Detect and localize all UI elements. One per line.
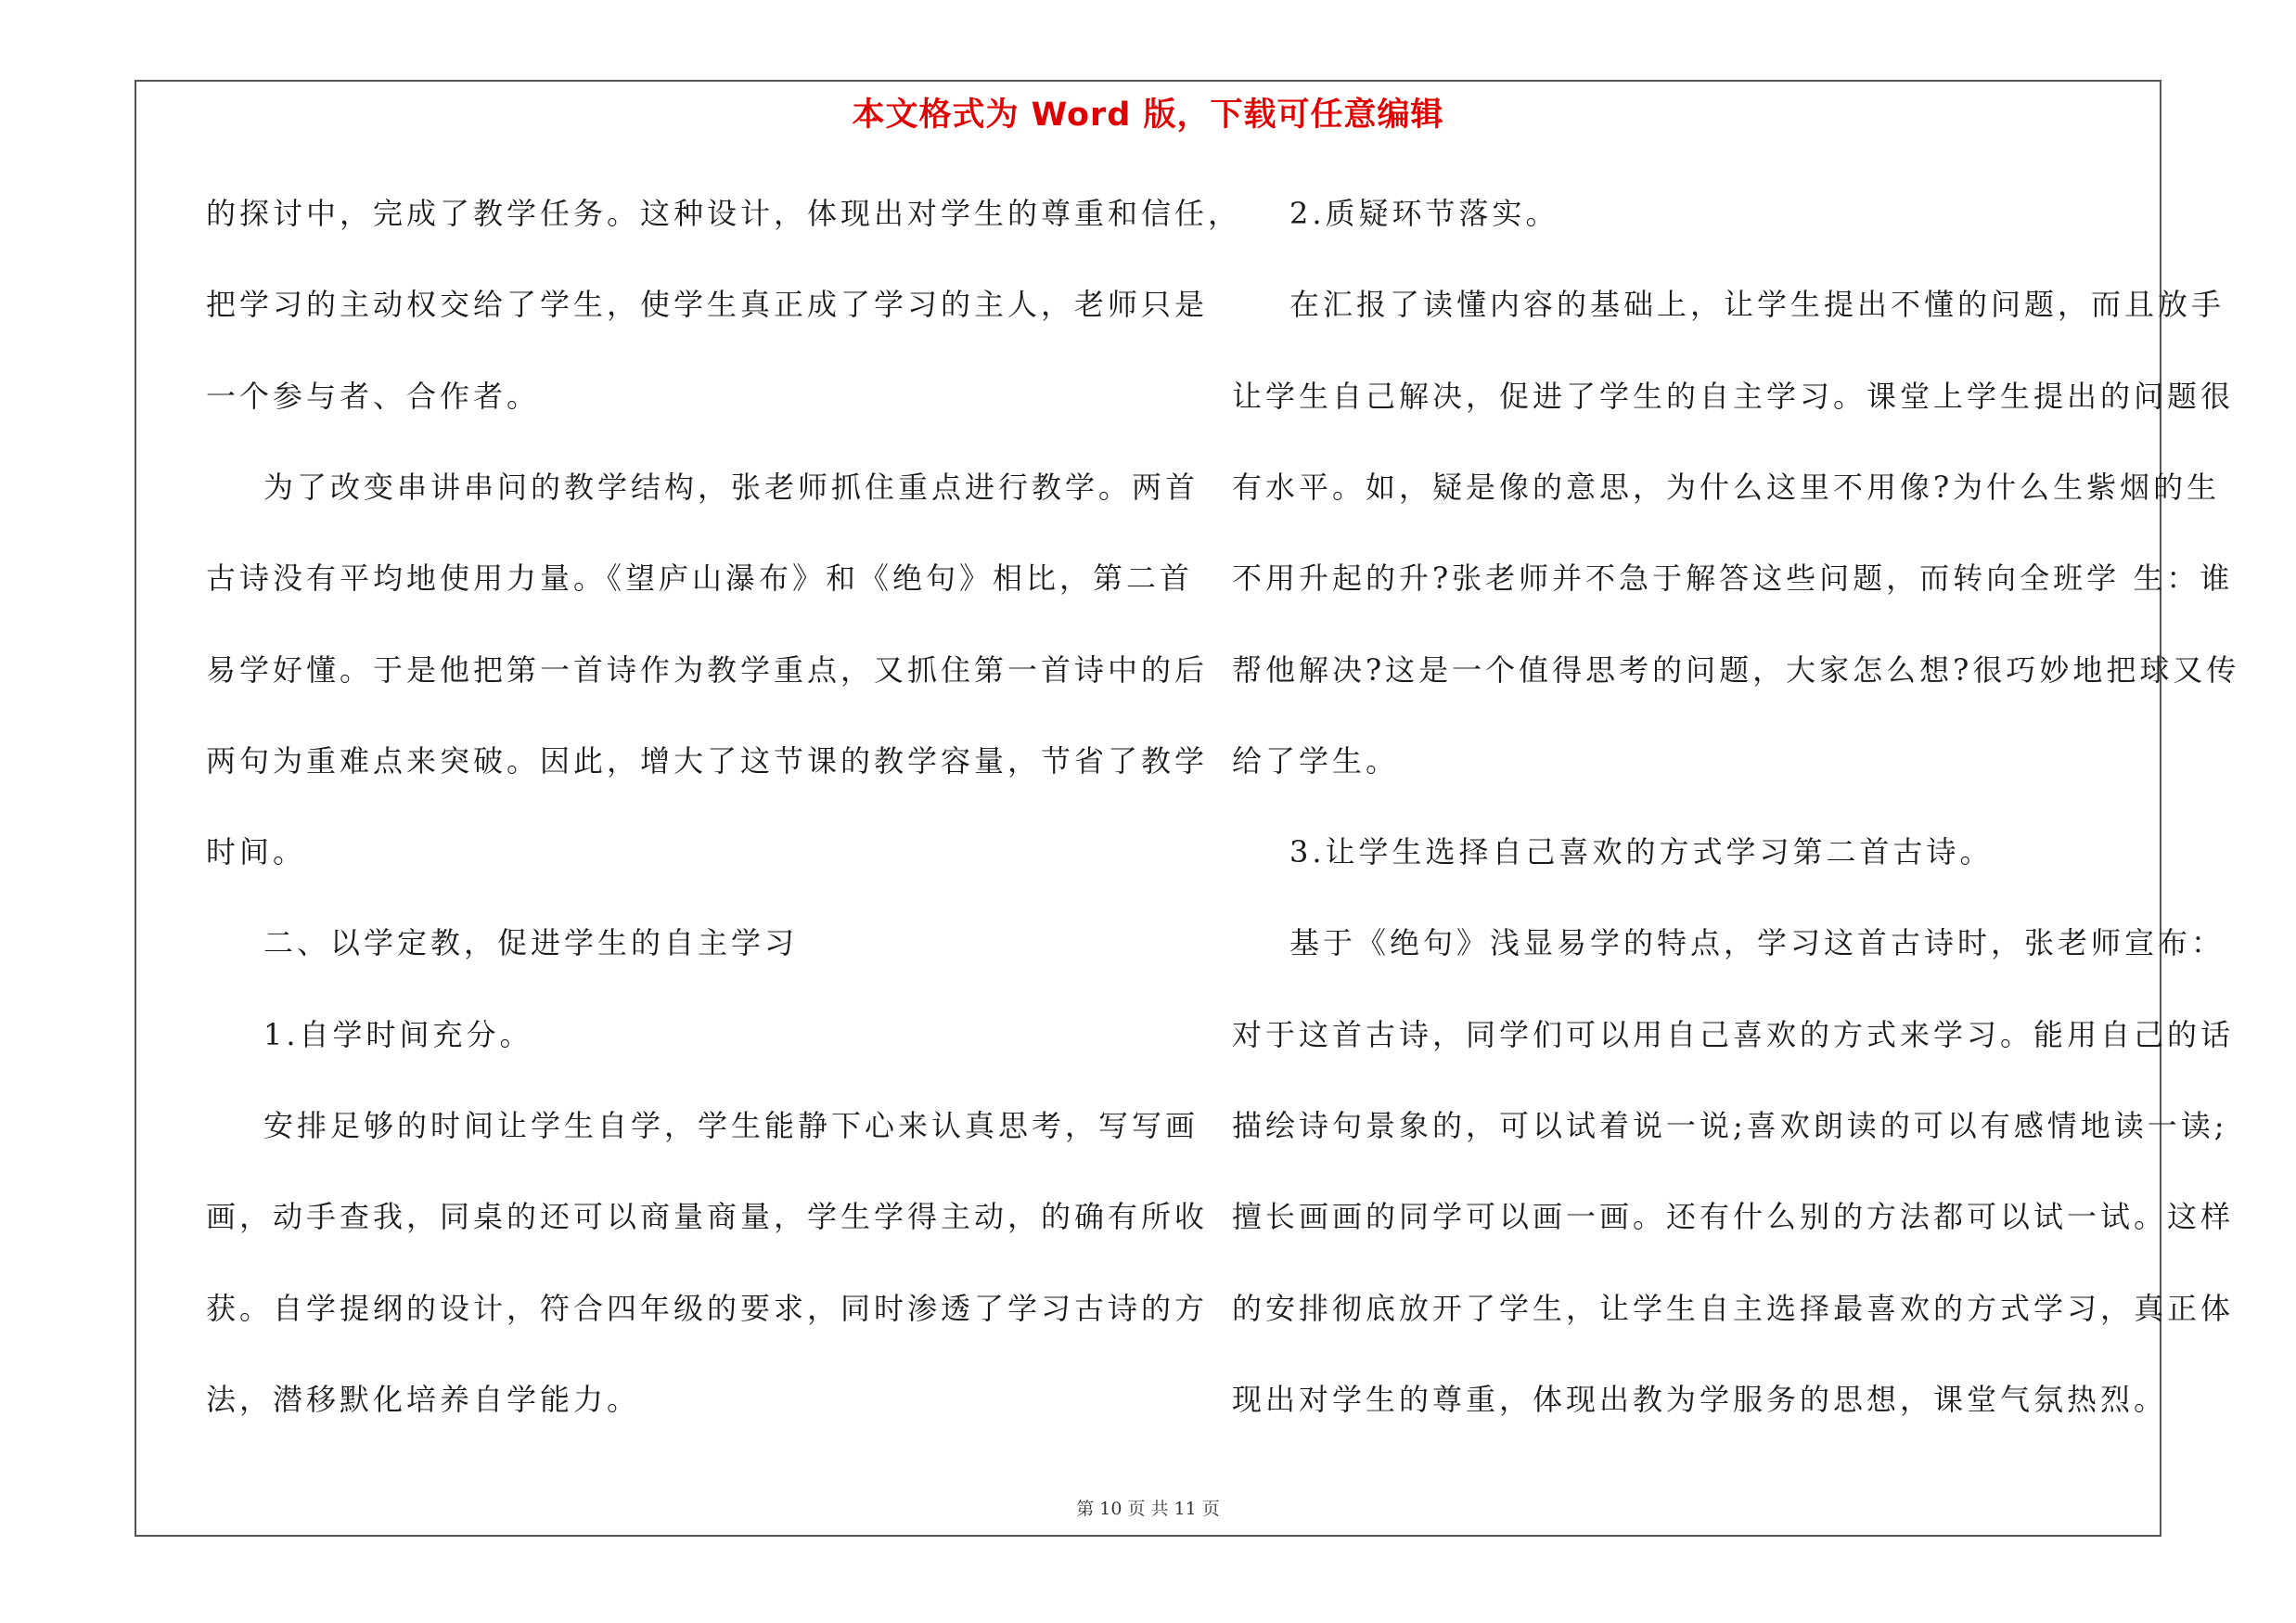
- text-line: 把学习的主动权交给了学生，使学生真正成了学习的主人，老师只是: [206, 287, 1209, 323]
- text-line: 帮他解决?这是一个值得思考的问题，大家怎么想?很巧妙地把球又传: [1232, 651, 2240, 688]
- page-number-footer: 第 10 页 共 11 页: [1076, 1499, 1220, 1519]
- text-line: 3.让学生选择自己喜欢的方式学习第二首古诗。: [1289, 834, 1994, 870]
- document-banner: 本文格式为 Word 版，下载可任意编辑: [852, 97, 1444, 134]
- text-line: 不用升起的升?张老师并不急于解答这些问题，而转向全班学 生：谁: [1232, 560, 2234, 597]
- text-line: 让学生自己解决，促进了学生的自主学习。课堂上学生提出的问题很: [1232, 378, 2235, 414]
- text-line: 的探讨中，完成了教学任务。这种设计，体现出对学生的尊重和信任，: [206, 196, 1242, 231]
- text-line: 在汇报了读懂内容的基础上，让学生提出不懂的问题，而且放手: [1289, 287, 2225, 323]
- text-line: 时间。: [206, 834, 307, 870]
- text-line: 2.质疑环节落实。: [1289, 196, 1559, 231]
- text-line: 二、以学定教，促进学生的自主学习: [263, 925, 799, 961]
- text-line: 古诗没有平均地使用力量。《望庐山瀑布》和《绝句》相比，第二首: [206, 560, 1194, 597]
- text-line: 一个参与者、合作者。: [206, 378, 541, 414]
- text-line: 描绘诗句景象的，可以试着说一说;喜欢朗读的可以有感情地读一读;: [1232, 1108, 2228, 1143]
- text-line: 安排足够的时间让学生自学，学生能静下心来认真思考，写写画: [263, 1108, 1199, 1143]
- text-line: 两句为重难点来突破。因此，增大了这节课的教学容量，节省了教学: [206, 742, 1209, 779]
- text-line: 法，潜移默化培养自学能力。: [206, 1381, 641, 1417]
- text-line: 基于《绝句》浅显易学的特点，学习这首古诗时，张老师宣布：: [1289, 925, 2225, 961]
- text-line: 的安排彻底放开了学生，让学生自主选择最喜欢的方式学习，真正体: [1232, 1290, 2235, 1326]
- text-line: 有水平。如，疑是像的意思，为什么这里不用像?为什么生紫烟的生: [1232, 469, 2221, 505]
- text-line: 画，动手查我，同桌的还可以商量商量，学生学得主动，的确有所收: [206, 1199, 1209, 1235]
- text-line: 现出对学生的尊重，体现出教为学服务的思想，课堂气氛热烈。: [1232, 1381, 2168, 1417]
- text-line: 易学好懂。于是他把第一首诗作为教学重点，又抓住第一首诗中的后: [206, 651, 1209, 688]
- text-line: 给了学生。: [1232, 742, 1400, 779]
- text-line: 擅长画画的同学可以画一画。还有什么别的方法都可以试一试。这样: [1232, 1199, 2235, 1235]
- text-line: 获。自学提纲的设计，符合四年级的要求，同时渗透了学习古诗的方: [206, 1290, 1209, 1326]
- text-line: 为了改变串讲串问的教学结构，张老师抓住重点进行教学。两首: [263, 469, 1199, 505]
- text-line: 对于这首古诗，同学们可以用自己喜欢的方式来学习。能用自己的话: [1232, 1016, 2235, 1052]
- text-line: 1.自学时间充分。: [263, 1016, 533, 1052]
